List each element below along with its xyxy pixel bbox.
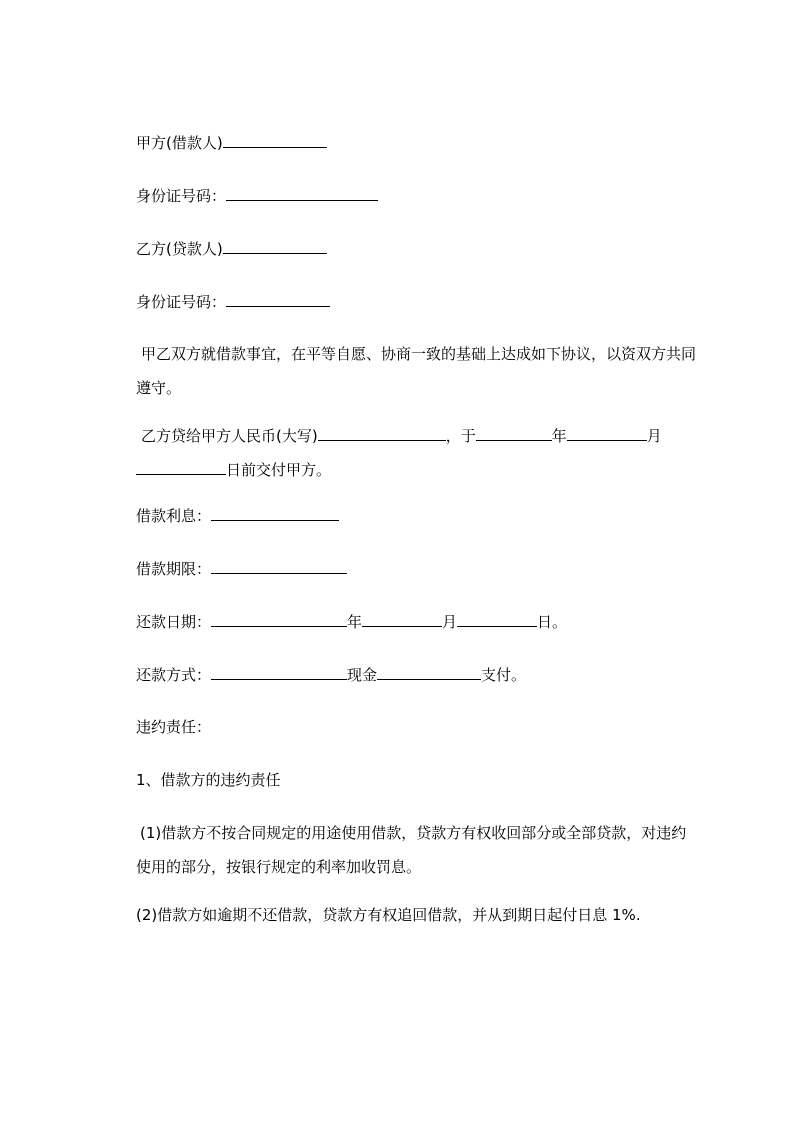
repay-cash-text: 现金: [347, 666, 378, 684]
repay-day-blank[interactable]: [457, 611, 537, 627]
item1-paragraph: (1)借款方不按合同规定的用途使用借款，贷款方有权收回部分或全部贷款，对违约使用的部分，按银行规定的利率加收罚息。: [136, 824, 687, 876]
party-b-id-blank[interactable]: [226, 291, 330, 307]
party-b-line: [136, 238, 327, 259]
repay-method-line: [136, 664, 526, 685]
loan-year-text: 年: [551, 427, 567, 445]
loan-comma-yu: ，于: [445, 427, 476, 445]
repay-month-blank[interactable]: [362, 611, 442, 627]
party-a-line: [136, 132, 327, 153]
party-a-id-label: 身份证号码：: [136, 187, 227, 205]
item2-paragraph: (2)借款方如逾期不还借款，贷款方有权追回借款，并从到期日起付日息 1%.: [136, 906, 641, 924]
party-b-blank[interactable]: [223, 238, 327, 254]
party-b-label: 乙方(贷款人): [136, 240, 223, 258]
intro-paragraph: 甲乙双方就借款事宜，在平等自愿、协商一致的基础上达成如下协议，以资双方共同遵守。: [136, 345, 697, 397]
party-a-blank[interactable]: [223, 132, 327, 148]
term-label: 借款期限：: [136, 560, 212, 578]
loan-day-blank[interactable]: [136, 459, 226, 475]
interest-label: 借款利息：: [136, 507, 212, 525]
party-a-id-line: [136, 185, 378, 206]
loan-amount-blank[interactable]: [318, 425, 446, 441]
term-line: [136, 558, 347, 579]
term-blank[interactable]: [211, 558, 347, 574]
repay-year-blank[interactable]: [211, 611, 347, 627]
loan-paragraph: [136, 419, 696, 487]
loan-month-blank[interactable]: [567, 425, 647, 441]
party-b-id-line: [136, 291, 330, 312]
party-a-id-blank[interactable]: [226, 185, 378, 201]
loan-month-text: 月: [646, 427, 662, 445]
repay-method-label: 还款方式：: [136, 666, 212, 684]
repay-day-text: 日。: [537, 613, 568, 631]
party-b-id-label: 身份证号码：: [136, 293, 227, 311]
interest-blank[interactable]: [211, 505, 339, 521]
loan-suffix: 日前交付甲方。: [226, 461, 332, 479]
repay-month-text: 月: [442, 613, 458, 631]
liability-heading: 违约责任：: [136, 718, 212, 736]
repay-method-blank[interactable]: [211, 664, 347, 680]
clause1-heading: 1、借款方的违约责任: [136, 771, 281, 789]
repay-cash-blank[interactable]: [377, 664, 481, 680]
party-a-label: 甲方(借款人): [136, 134, 223, 152]
loan-prefix: 乙方贷给甲方人民币(大写): [141, 427, 318, 445]
repay-date-line: [136, 611, 567, 632]
repay-date-label: 还款日期：: [136, 613, 212, 631]
interest-line: [136, 505, 339, 526]
repay-year-text: 年: [347, 613, 363, 631]
repay-pay-text: 支付。: [481, 666, 527, 684]
loan-year-blank[interactable]: [476, 425, 552, 441]
